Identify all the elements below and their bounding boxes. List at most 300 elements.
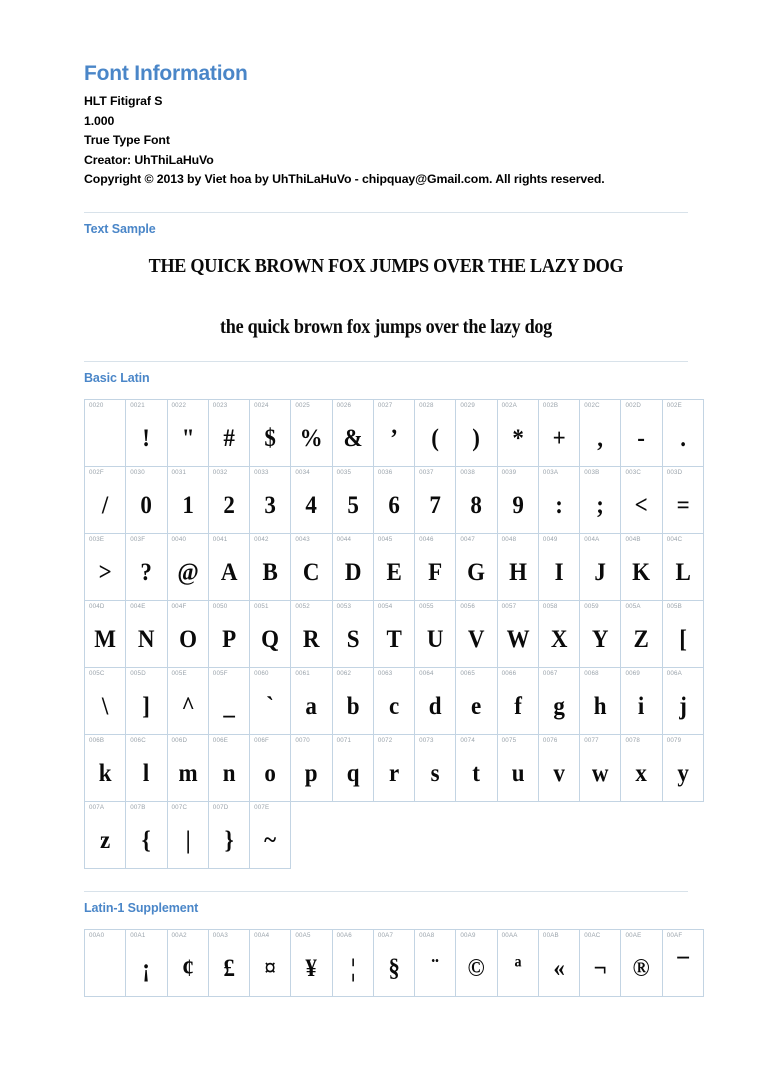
glyph-sample: ? — [140, 559, 153, 587]
glyph-sample: S — [346, 626, 360, 654]
codepoint-label: 0041 — [212, 535, 228, 543]
glyph-cell[interactable] — [415, 734, 456, 801]
glyph-cell[interactable] — [208, 466, 249, 533]
codepoint-label: 002A — [501, 401, 517, 409]
glyph-table-latin1-supplement — [84, 929, 704, 997]
section-heading-text-sample: Text Sample — [84, 221, 156, 236]
codepoint-label: 0076 — [542, 736, 558, 744]
glyph-sample: { — [141, 827, 151, 855]
glyph-cell[interactable] — [126, 667, 167, 734]
glyph-cell[interactable] — [373, 466, 414, 533]
glyph-cell-empty — [662, 801, 703, 868]
codepoint-label: 003B — [584, 468, 600, 476]
glyph-cell[interactable] — [291, 399, 332, 466]
glyph-sample: 0 — [140, 492, 153, 520]
glyph-cell[interactable] — [208, 801, 249, 868]
codepoint-label: 0055 — [419, 602, 434, 610]
codepoint-label: 006B — [89, 736, 105, 744]
codepoint-label: 0023 — [212, 401, 228, 409]
glyph-sample: u — [511, 760, 525, 788]
glyph-cell[interactable] — [580, 929, 621, 996]
glyph-sample: I — [554, 559, 564, 587]
glyph-sample: ] — [142, 693, 151, 721]
glyph-sample: ¥ — [305, 955, 318, 983]
glyph-cell[interactable] — [332, 734, 373, 801]
section-divider — [84, 891, 688, 892]
glyph-cell[interactable] — [373, 533, 414, 600]
glyph-sample: < — [635, 492, 649, 520]
glyph-sample: 1 — [181, 492, 194, 520]
codepoint-label: 0032 — [212, 468, 228, 476]
glyph-sample: # — [223, 425, 235, 453]
glyph-sample: « — [553, 955, 565, 983]
glyph-cell[interactable] — [126, 533, 167, 600]
glyph-cell[interactable] — [415, 399, 456, 466]
codepoint-label: 00A2 — [171, 931, 187, 939]
codepoint-label: 004F — [171, 602, 187, 610]
glyph-cell[interactable] — [497, 667, 538, 734]
codepoint-label: 0035 — [336, 468, 352, 476]
glyph-cell[interactable] — [167, 667, 208, 734]
glyph-cell[interactable] — [415, 466, 456, 533]
glyph-cell[interactable] — [456, 466, 497, 533]
glyph-cell[interactable] — [621, 600, 662, 667]
codepoint-label: 006F — [254, 736, 269, 744]
glyph-sample: s — [430, 760, 440, 788]
glyph-cell[interactable] — [497, 600, 538, 667]
glyph-cell[interactable] — [332, 667, 373, 734]
codepoint-label: 0075 — [501, 736, 517, 744]
glyph-sample: ^ — [180, 693, 195, 721]
glyph-sample: p — [305, 760, 318, 788]
glyph-row — [85, 466, 704, 533]
codepoint-label: 0060 — [254, 669, 269, 677]
glyph-sample: g — [553, 693, 565, 721]
glyph-cell[interactable] — [621, 734, 662, 801]
codepoint-label: 0058 — [542, 602, 558, 610]
glyph-sample: Q — [261, 626, 280, 654]
glyph-row — [85, 399, 704, 466]
glyph-cell[interactable] — [208, 533, 249, 600]
glyph-cell[interactable] — [662, 533, 703, 600]
glyph-sample: ª — [514, 955, 522, 983]
codepoint-label: 005E — [171, 669, 187, 677]
codepoint-label: 00AB — [542, 931, 559, 939]
glyph-cell[interactable] — [167, 801, 208, 868]
glyph-sample: B — [262, 559, 278, 587]
glyph-cell[interactable] — [167, 734, 208, 801]
glyph-cell[interactable] — [85, 533, 126, 600]
glyph-cell-empty — [621, 801, 662, 868]
glyph-sample: & — [343, 425, 363, 453]
glyph-cell[interactable] — [291, 734, 332, 801]
glyph-cell[interactable] — [373, 667, 414, 734]
glyph-cell[interactable] — [538, 929, 579, 996]
codepoint-label: 00AE — [625, 931, 642, 939]
codepoint-label: 005F — [212, 669, 228, 677]
glyph-cell[interactable] — [662, 929, 703, 996]
glyph-sample: 6 — [388, 492, 400, 520]
glyph-sample: ` — [266, 693, 275, 721]
glyph-row — [85, 533, 704, 600]
glyph-cell[interactable] — [662, 600, 703, 667]
glyph-sample: . — [679, 425, 686, 453]
glyph-cell[interactable] — [332, 399, 373, 466]
glyph-row — [85, 929, 704, 996]
glyph-cell[interactable] — [291, 929, 332, 996]
glyph-cell[interactable] — [621, 466, 662, 533]
glyph-sample: , — [597, 425, 604, 453]
codepoint-label: 0072 — [377, 736, 393, 744]
glyph-sample: 8 — [470, 492, 483, 520]
codepoint-label: 002D — [625, 401, 642, 409]
glyph-cell[interactable] — [497, 399, 538, 466]
codepoint-label: 00A0 — [89, 931, 105, 939]
codepoint-label: 006C — [130, 736, 146, 744]
glyph-cell[interactable] — [85, 399, 126, 466]
glyph-sample: ( — [431, 425, 440, 453]
glyph-sample: W — [506, 626, 530, 654]
codepoint-label: 0033 — [254, 468, 269, 476]
glyph-cell-empty — [373, 801, 414, 868]
glyph-row — [85, 734, 704, 801]
codepoint-label: 00A4 — [254, 931, 270, 939]
glyph-sample: T — [386, 626, 402, 654]
glyph-sample: - — [637, 425, 646, 453]
glyph-cell[interactable] — [85, 667, 126, 734]
glyph-cell[interactable] — [456, 399, 497, 466]
glyph-sample: x — [635, 760, 648, 788]
glyph-cell[interactable] — [250, 734, 291, 801]
glyph-cell[interactable] — [538, 734, 579, 801]
glyph-cell-empty — [291, 801, 332, 868]
glyph-cell[interactable] — [373, 929, 414, 996]
glyph-cell[interactable] — [208, 399, 249, 466]
glyph-sample: K — [632, 559, 651, 587]
codepoint-label: 0073 — [419, 736, 434, 744]
codepoint-label: 0053 — [336, 602, 352, 610]
codepoint-label: 0037 — [419, 468, 434, 476]
glyph-sample: Y — [592, 626, 609, 654]
glyph-sample: z — [100, 827, 111, 855]
sample-lowercase: the quick brown fox jumps over the lazy dog — [220, 316, 552, 338]
codepoint-label: 0052 — [295, 602, 310, 610]
codepoint-label: 0049 — [542, 535, 558, 543]
glyph-sample: / — [101, 492, 109, 520]
codepoint-label: 005B — [666, 602, 682, 610]
glyph-cell[interactable] — [497, 734, 538, 801]
glyph-cell[interactable] — [538, 667, 579, 734]
glyph-cell[interactable] — [250, 667, 291, 734]
glyph-sample: m — [178, 760, 198, 788]
codepoint-label: 0022 — [171, 401, 187, 409]
glyph-sample: O — [178, 626, 197, 654]
glyph-sample: V — [468, 626, 485, 654]
glyph-cell[interactable] — [167, 600, 208, 667]
codepoint-label: 0064 — [419, 669, 434, 677]
glyph-cell[interactable] — [538, 533, 579, 600]
glyph-cell-empty — [332, 801, 373, 868]
codepoint-label: 0028 — [419, 401, 434, 409]
glyph-cell[interactable] — [250, 399, 291, 466]
glyph-cell[interactable] — [126, 801, 167, 868]
codepoint-label: 00AC — [584, 931, 601, 939]
glyph-cell[interactable] — [85, 734, 126, 801]
glyph-sample: l — [143, 760, 150, 788]
glyph-sample: R — [303, 626, 320, 654]
glyph-cell[interactable] — [580, 734, 621, 801]
codepoint-label: 005A — [625, 602, 641, 610]
codepoint-label: 00A8 — [419, 931, 435, 939]
glyph-sample: ® — [632, 955, 651, 983]
glyph-cell[interactable] — [662, 466, 703, 533]
section-heading-latin1-supplement: Latin-1 Supplement — [84, 900, 199, 915]
glyph-cell[interactable] — [373, 734, 414, 801]
section-divider — [84, 212, 688, 213]
glyph-cell[interactable] — [250, 466, 291, 533]
glyph-cell[interactable] — [621, 399, 662, 466]
codepoint-label: 00A9 — [460, 931, 476, 939]
glyph-sample: q — [346, 760, 360, 788]
glyph-cell[interactable] — [85, 600, 126, 667]
codepoint-label: 0079 — [666, 736, 682, 744]
glyph-cell[interactable] — [415, 600, 456, 667]
glyph-cell[interactable] — [126, 734, 167, 801]
glyph-cell[interactable] — [497, 466, 538, 533]
glyph-sample: r — [388, 760, 400, 788]
codepoint-label: 003F — [130, 535, 146, 543]
codepoint-label: 0067 — [542, 669, 558, 677]
codepoint-label: 0021 — [130, 401, 145, 409]
section-basic-latin — [84, 361, 691, 869]
glyph-cell[interactable] — [373, 399, 414, 466]
codepoint-label: 006D — [171, 736, 188, 744]
glyph-cell[interactable] — [332, 533, 373, 600]
codepoint-label: 002E — [666, 401, 682, 409]
glyph-cell[interactable] — [538, 399, 579, 466]
glyph-cell[interactable] — [662, 667, 703, 734]
glyph-sample: E — [386, 559, 402, 587]
glyph-cell[interactable] — [250, 801, 291, 868]
codepoint-label: 00A5 — [295, 931, 311, 939]
glyph-cell[interactable] — [332, 600, 373, 667]
codepoint-label: 007B — [130, 803, 146, 811]
glyph-cell[interactable] — [662, 734, 703, 801]
glyph-cell[interactable] — [167, 399, 208, 466]
codepoint-label: 007D — [212, 803, 229, 811]
codepoint-label: 002B — [542, 401, 559, 409]
glyph-sample: 7 — [429, 492, 442, 520]
codepoint-label: 0025 — [295, 401, 310, 409]
codepoint-label: 00AA — [501, 931, 518, 939]
glyph-sample: 2 — [223, 492, 235, 520]
glyph-cell[interactable] — [167, 929, 208, 996]
codepoint-label: 0070 — [295, 736, 310, 744]
sample-uppercase: THE QUICK BROWN FOX JUMPS OVER THE LAZY DOG — [148, 255, 624, 277]
glyph-cell[interactable] — [167, 533, 208, 600]
glyph-sample: o — [264, 760, 276, 788]
codepoint-label: 0045 — [377, 535, 393, 543]
font-copyright: Copyright © 2013 by Viet hoa by UhThiLaHuVo - chipquay@Gmail.com. All rights reserved. — [84, 172, 605, 187]
glyph-sample: ¢ — [181, 955, 194, 983]
glyph-sample: ¬ — [593, 955, 607, 983]
codepoint-label: 00A1 — [130, 931, 146, 939]
glyph-sample: 5 — [346, 492, 359, 520]
glyph-cell[interactable] — [291, 466, 332, 533]
glyph-sample: [ — [679, 626, 687, 654]
codepoint-label: 0066 — [501, 669, 517, 677]
codepoint-label: 0051 — [254, 602, 269, 610]
glyph-sample: © — [467, 955, 486, 983]
glyph-cell[interactable] — [250, 600, 291, 667]
font-creator: Creator: UhThiLaHuVo — [84, 152, 214, 167]
glyph-sample: h — [593, 693, 607, 721]
codepoint-label: 0061 — [295, 669, 310, 677]
codepoint-label: 0042 — [254, 535, 269, 543]
glyph-cell[interactable] — [538, 600, 579, 667]
glyph-sample: k — [98, 760, 112, 788]
glyph-cell[interactable] — [208, 600, 249, 667]
codepoint-label: 004C — [666, 535, 683, 543]
glyph-cell[interactable] — [126, 466, 167, 533]
codepoint-label: 0020 — [89, 401, 104, 409]
font-version: 1.000 — [84, 113, 115, 128]
glyph-sample: F — [428, 559, 443, 587]
glyph-sample: w — [592, 760, 609, 788]
codepoint-label: 002F — [89, 468, 104, 476]
glyph-sample: ! — [142, 425, 151, 453]
glyph-cell[interactable] — [415, 667, 456, 734]
glyph-sample: % — [299, 425, 323, 453]
codepoint-label: 0044 — [336, 535, 352, 543]
section-heading-basic-latin: Basic Latin — [84, 370, 150, 385]
codepoint-label: 0039 — [501, 468, 517, 476]
codepoint-label: 0062 — [336, 669, 352, 677]
glyph-cell[interactable] — [85, 466, 126, 533]
codepoint-label: 004B — [625, 535, 641, 543]
glyph-cell-empty — [497, 801, 538, 868]
glyph-sample: 3 — [264, 492, 276, 520]
glyph-cell[interactable] — [456, 929, 497, 996]
glyph-cell[interactable] — [621, 929, 662, 996]
glyph-cell[interactable] — [415, 533, 456, 600]
glyph-sample: H — [508, 559, 527, 587]
codepoint-label: 0078 — [625, 736, 641, 744]
glyph-cell[interactable] — [456, 600, 497, 667]
text-sample-area — [84, 256, 688, 339]
glyph-cell[interactable] — [291, 600, 332, 667]
glyph-cell[interactable] — [126, 929, 167, 996]
glyph-table-basic-latin — [84, 399, 704, 869]
glyph-cell[interactable] — [456, 667, 497, 734]
glyph-cell[interactable] — [85, 929, 126, 996]
glyph-cell[interactable] — [291, 667, 332, 734]
glyph-sample: ¡ — [142, 955, 151, 983]
glyph-sample: L — [675, 559, 691, 587]
glyph-cell[interactable] — [373, 600, 414, 667]
page-title: Font Information — [84, 62, 248, 85]
glyph-cell-empty — [538, 801, 579, 868]
glyph-cell[interactable] — [580, 399, 621, 466]
glyph-cell[interactable] — [580, 667, 621, 734]
glyph-sample: G — [467, 559, 486, 587]
codepoint-label: 0065 — [460, 669, 475, 677]
glyph-cell[interactable] — [580, 533, 621, 600]
glyph-cell[interactable] — [580, 600, 621, 667]
glyph-cell[interactable] — [250, 533, 291, 600]
glyph-sample: + — [552, 425, 566, 453]
glyph-cell[interactable] — [208, 667, 249, 734]
glyph-sample: 9 — [512, 492, 524, 520]
glyph-cell[interactable] — [662, 399, 703, 466]
codepoint-label: 0043 — [295, 535, 310, 543]
glyph-sample: 4 — [305, 492, 318, 520]
glyph-sample: } — [224, 827, 234, 855]
glyph-cell[interactable] — [332, 929, 373, 996]
codepoint-label: 0024 — [254, 401, 269, 409]
glyph-sample: N — [138, 626, 155, 654]
glyph-cell[interactable] — [497, 929, 538, 996]
glyph-cell[interactable] — [456, 533, 497, 600]
codepoint-label: 0077 — [584, 736, 599, 744]
glyph-sample: ¤ — [264, 955, 276, 983]
codepoint-label: 003C — [625, 468, 642, 476]
glyph-cell[interactable] — [580, 466, 621, 533]
glyph-cell[interactable] — [538, 466, 579, 533]
codepoint-label: 00A7 — [377, 931, 394, 939]
glyph-cell[interactable] — [126, 399, 167, 466]
glyph-sample: Z — [633, 626, 650, 654]
glyph-cell[interactable] — [291, 533, 332, 600]
codepoint-label: 0036 — [377, 468, 393, 476]
glyph-sample: e — [471, 693, 482, 721]
codepoint-label: 002C — [584, 401, 600, 409]
codepoint-label: 0069 — [625, 669, 641, 677]
glyph-sample: ) — [472, 425, 481, 453]
glyph-sample: = — [676, 492, 690, 520]
glyph-cell[interactable] — [208, 734, 249, 801]
glyph-cell[interactable] — [208, 929, 249, 996]
glyph-sample: D — [344, 559, 362, 587]
codepoint-label: 0068 — [584, 669, 599, 677]
glyph-cell[interactable] — [456, 734, 497, 801]
codepoint-label: 0038 — [460, 468, 475, 476]
codepoint-label: 003A — [542, 468, 559, 476]
glyph-cell[interactable] — [415, 929, 456, 996]
codepoint-label: 0057 — [501, 602, 517, 610]
codepoint-label: 004E — [130, 602, 146, 610]
glyph-cell[interactable] — [167, 466, 208, 533]
glyph-cell[interactable] — [332, 466, 373, 533]
glyph-cell[interactable] — [250, 929, 291, 996]
glyph-cell[interactable] — [621, 533, 662, 600]
glyph-sample: b — [346, 693, 360, 721]
glyph-table-body — [85, 399, 704, 868]
glyph-sample: t — [472, 760, 481, 788]
glyph-sample — [87, 416, 124, 462]
glyph-sample: ; — [596, 492, 605, 520]
codepoint-label: 0047 — [460, 535, 475, 543]
glyph-cell[interactable] — [497, 533, 538, 600]
codepoint-label: 003E — [89, 535, 105, 543]
codepoint-label: 0054 — [377, 602, 393, 610]
glyph-cell[interactable] — [621, 667, 662, 734]
glyph-sample: : — [555, 492, 563, 520]
glyph-cell[interactable] — [85, 801, 126, 868]
codepoint-label: 006A — [666, 669, 682, 677]
glyph-sample: y — [677, 760, 689, 788]
glyph-cell[interactable] — [126, 600, 167, 667]
